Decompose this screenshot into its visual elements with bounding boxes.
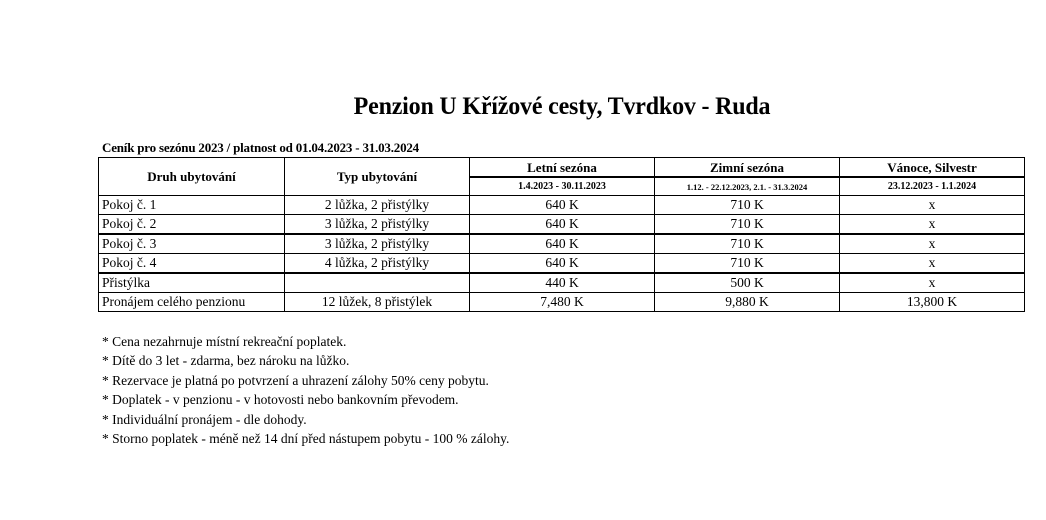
cell-druh: Pokoj č. 1	[99, 196, 285, 215]
table-row	[99, 293, 1025, 312]
header-dates-zimni: 1.12. - 22.12.2023, 2.1. - 31.3.2024	[655, 177, 840, 196]
cell-price-vanoce: 13,800 K	[840, 293, 1025, 312]
cell-price-zimni: 9,880 K	[655, 293, 840, 312]
note-item: * Storno poplatek - méně než 14 dní před nástupem pobytu - 100 % zálohy.	[102, 431, 510, 447]
table-header-row	[99, 158, 1025, 178]
cell-typ	[285, 273, 470, 293]
note-item: * Doplatek - v penzionu - v hotovosti nebo bankovním převodem.	[102, 392, 459, 408]
document-title: Penzion U Křížové cesty, Tvrdkov - Ruda	[353, 93, 771, 120]
cell-price-vanoce: x	[840, 196, 1025, 215]
cell-druh: Pokoj č. 3	[99, 234, 285, 254]
table-row	[99, 273, 1025, 293]
note-item: * Rezervace je platná po potvrzení a uhrazení zálohy 50% ceny pobytu.	[102, 372, 489, 388]
cell-typ: 4 lůžka, 2 přistýlky	[285, 254, 470, 274]
cell-price-letni: 640 K	[470, 254, 655, 274]
cell-druh: Přistýlka	[99, 273, 285, 293]
header-season-zimni: Zimní sezóna	[655, 158, 840, 178]
cell-price-vanoce: x	[840, 254, 1025, 274]
cell-price-letni: 640 K	[470, 234, 655, 254]
header-season-letni: Letní sezóna	[470, 158, 655, 178]
cell-typ: 12 lůžek, 8 přistýlek	[285, 293, 470, 312]
cell-price-zimni: 710 K	[655, 215, 840, 235]
cell-price-letni: 640 K	[470, 215, 655, 235]
header-typ-ubytovani: Typ ubytování	[285, 158, 470, 196]
table-row	[99, 215, 1025, 235]
cell-typ: 2 lůžka, 2 přistýlky	[285, 196, 470, 215]
cell-price-vanoce: x	[840, 215, 1025, 235]
price-list-subtitle: Ceník pro sezónu 2023 / platnost od 01.04.2023 - 31.03.2024	[102, 140, 419, 155]
cell-price-letni: 7,480 K	[470, 293, 655, 312]
cell-price-zimni: 710 K	[655, 254, 840, 274]
cell-druh: Pronájem celého penzionu	[99, 293, 285, 312]
header-druh-ubytovani: Druh ubytování	[99, 158, 285, 196]
table-row	[99, 234, 1025, 254]
header-season-vanoce: Vánoce, Silvestr	[840, 158, 1025, 178]
cell-price-zimni: 710 K	[655, 196, 840, 215]
table-row	[99, 196, 1025, 215]
price-table	[98, 157, 1025, 312]
note-item: * Individuální pronájem - dle dohody.	[102, 411, 307, 427]
cell-price-letni: 440 K	[470, 273, 655, 293]
note-item: * Dítě do 3 let - zdarma, bez nároku na lůžko.	[102, 353, 350, 369]
cell-druh: Pokoj č. 4	[99, 254, 285, 274]
cell-price-zimni: 710 K	[655, 234, 840, 254]
cell-typ: 3 lůžka, 2 přistýlky	[285, 234, 470, 254]
header-dates-letni: 1.4.2023 - 30.11.2023	[470, 177, 655, 196]
note-item: * Cena nezahrnuje místní rekreační poplatek.	[102, 334, 347, 349]
cell-druh: Pokoj č. 2	[99, 215, 285, 235]
cell-typ: 3 lůžka, 2 přistýlky	[285, 215, 470, 235]
cell-price-vanoce: x	[840, 273, 1025, 293]
cell-price-zimni: 500 K	[655, 273, 840, 293]
header-dates-vanoce: 23.12.2023 - 1.1.2024	[840, 177, 1025, 196]
cell-price-vanoce: x	[840, 234, 1025, 254]
notes-list	[102, 332, 509, 448]
table-row	[99, 254, 1025, 274]
cell-price-letni: 640 K	[470, 196, 655, 215]
